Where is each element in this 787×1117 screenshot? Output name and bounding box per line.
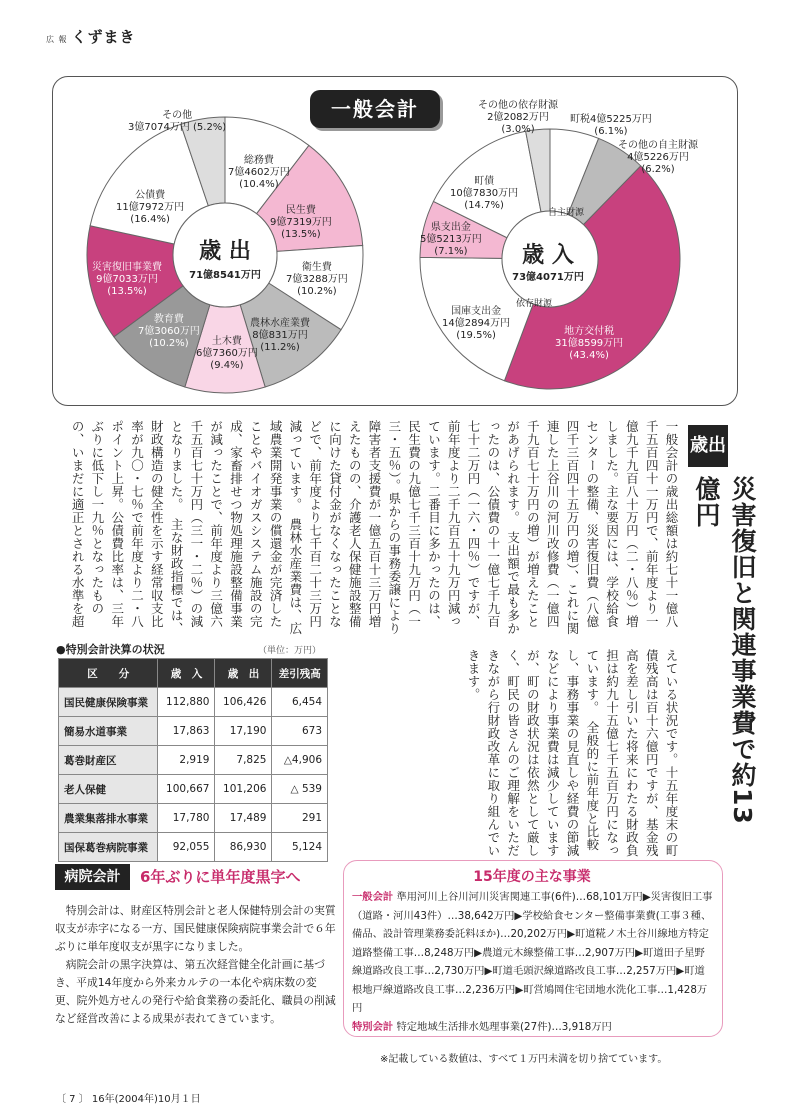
th-category: 区 分 [59,659,158,688]
revenue-center-total: 73億4071万円 [512,272,584,283]
special-accounts-table [58,658,328,862]
masthead-small: 広 報 [46,35,68,44]
table-header-row [59,659,328,688]
exp-label-kyoiku: 教育費 7億3060万円 (10.2%) [138,314,200,349]
exp-label-eisei: 衛生費 7億3288万円 (10.2%) [286,262,348,297]
special-accounts-title: ●特別会計決算の状況 [56,643,165,656]
rev-label-chozei: 町税4億5225万円 (6.1%) [570,114,652,137]
exp-label-norin: 農林水産業費 8億831万円 (11.2%) [250,318,310,353]
general-account-badge: 一般会計 [310,90,440,128]
table-row: 簡易水道事業 17,863 17,190 673 [59,717,328,746]
main-projects-body [352,888,714,1036]
rev-label-kokko: 国庫支出金 14億2894万円 (19.5%) [442,306,511,341]
hospital-section-tag: 病院会計 [55,864,130,890]
own-source-tag: 自主財源 [548,208,585,218]
exp-label-other: その他 3億7074万円 (5.2%) [128,110,227,133]
special-account-label: 特別会計 [352,1020,394,1033]
masthead [46,26,136,47]
special-accounts-unit: （単位：万円） [258,646,322,656]
general-projects-text: 準用河川上谷川河川災害関連工事(6件)…68,101万円▶災害復旧工事（道路・河川43件）…38,642万円▶学校給食センター整備事業費(工事３種、備品、設計管理業務委託料ほか)…20,202万円▶町道糀ノ木土谷川線地方特定道路整備工事…8,248万円▶農道元木線整備工事…2,907万円▶町道田子星野線道路改良工事…2,730万円▶町道毛頭沢線道路改良工事…2,257万円▶町道根地戸線道路改良工事…2,236万円▶町営鳩岡住宅団地水洗化工事…1,428万円 [352,891,713,1014]
exp-label-soumu: 総務費 7億4602万円 (10.4%) [228,155,290,190]
table-row: 国保葛巻病院事業 92,055 86,930 5,124 [59,833,328,862]
expenditure-section-tag: 歳出 [688,425,728,467]
revenue-center-title: 歳 入 [522,242,574,268]
expenditure-article-lower [340,641,680,841]
rev-label-other-own: その他の自主財源 4億5226万円 (6.2%) [618,140,698,175]
table-row: 葛巻財産区 2,919 7,825 △4,906 [59,746,328,775]
exp-label-doboku: 土木費 6億7360万円 (9.4%) [196,336,258,371]
main-projects-title: 15年度の主な事業 [473,869,591,885]
rev-label-ken: 県支出金 5億5213万円 (7.1%) [420,222,482,257]
expenditure-center-title: 歳 出 [199,238,251,264]
rev-label-chosai: 町債 10億7830万円 (14.7%) [450,176,519,211]
footnote: ※記載している数値は、すべて１万円未満を切り捨てています。 [380,1054,668,1065]
general-account-label: 一般会計 [352,891,394,903]
hospital-paragraph-2: 病院会計の黒字決算は、第五次経営健全化計画に基づき、平成14年度から外来カルテの一本化や病床数の変更、院外処方せんの発行や給食業務の委託化、職員の削減など経営改善による成果が表れてきています。 [55,958,336,1025]
hospital-title: 6年ぶりに単年度黒字へ [140,868,301,886]
table-row: 国民健康保険事業 112,880 106,426 6,454 [59,688,328,717]
special-projects-text: 特定地域生活排水処理事業(27件)…3,918万円 [396,1020,612,1033]
page-footer: 〔 7 〕 16年(2004年)10月１日 [56,1094,201,1105]
th-balance: 差引残高 [272,659,328,688]
rev-label-chihou: 地方交付税 31億8599万円 (43.4%) [555,326,624,361]
expenditure-headline: 災害復旧と関連事業費で約13億円 [692,476,757,825]
hospital-body [55,902,337,1028]
rev-label-other-dep: その他の依存財源 2億2082万円 (3.0%) [478,100,558,135]
expenditure-article-upper: 一般会計の歳出総額は約七十一億八千五百四十一万円で、前年度より一億九千九百八十万円（二・八％）増しました。主な要因には、学校給食センターの整備、災害復旧費（八億四千三百四十五万円の増）、これに関連した上谷川の河川改修費（一億四千九百七十万円の増）が増えたことがあげられます。 支出額で最も多かったのは、公債費の十一億七千九百七十二万円（一六・四％）ですが、前年度より二千九百五十九万円減っています。二番目に多かったのは、民生費の九億七千三百十九万円（一三・五％）。県からの事務委譲により障害者支援費が一億五百十三万円増えたものの、介護老人保健施設整備に向けた貸付金がなくなったことなどで、前年度より七千百二十三万円減っています。 農林水産業費は、広域農業開発事業の償還金が完済したことやバイオガスシステム施設の完成、家畜排せつ物処理施設整備事業が減ったことで、前年度より三億六千五百七十万円（三一・二％）の減となりました。 主な財政指標では、財政構造の健全性を示す経常収支比率が九〇・七％で前年度より二・八ポイント上昇。公債費比率は、三年ぶりに低下し一九％となったものの、いまだに適正とされる水準を超えている状況です。十五年度末の町債残高は百十六億円ですが、基金残高を差し引いた将来にわたる財政負担は約九十五億七千五百万円になっています。 全般的に前年度と比較し、事務事業の見直しや経費の節減などにより事業費は減少していますが、町の財政状況は依然として厳しく、町民の皆さんのご理解をいただきながら行財政改革に取り組んでいきます。 [70,420,679,857]
dependent-source-tag: 依存財源 [516,299,553,309]
exp-label-kousai: 公債費 11億7972万円 (16.4%) [116,190,185,225]
exp-label-minsei: 民生費 9億7319万円 (13.5%) [270,205,332,240]
expenditure-center-total: 71億8541万円 [189,270,261,281]
masthead-title: くずまき [71,28,136,46]
table-row: 農業集落排水事業 17,780 17,489 291 [59,804,328,833]
th-expenditure: 歳 出 [215,659,272,688]
exp-label-saigai: 災害復旧事業費 9億7033万円 (13.5%) [92,262,162,297]
table-row: 老人保健 100,667 101,206 △ 539 [59,775,328,804]
th-revenue: 歳 入 [158,659,215,688]
hospital-paragraph-1: 特別会計は、財産区特別会計と老人保健特別会計の実質収支が赤字になる一方、国民健康保険病院事業会計で６年ぶりに単年度収支が黒字になりました。 [55,904,336,953]
